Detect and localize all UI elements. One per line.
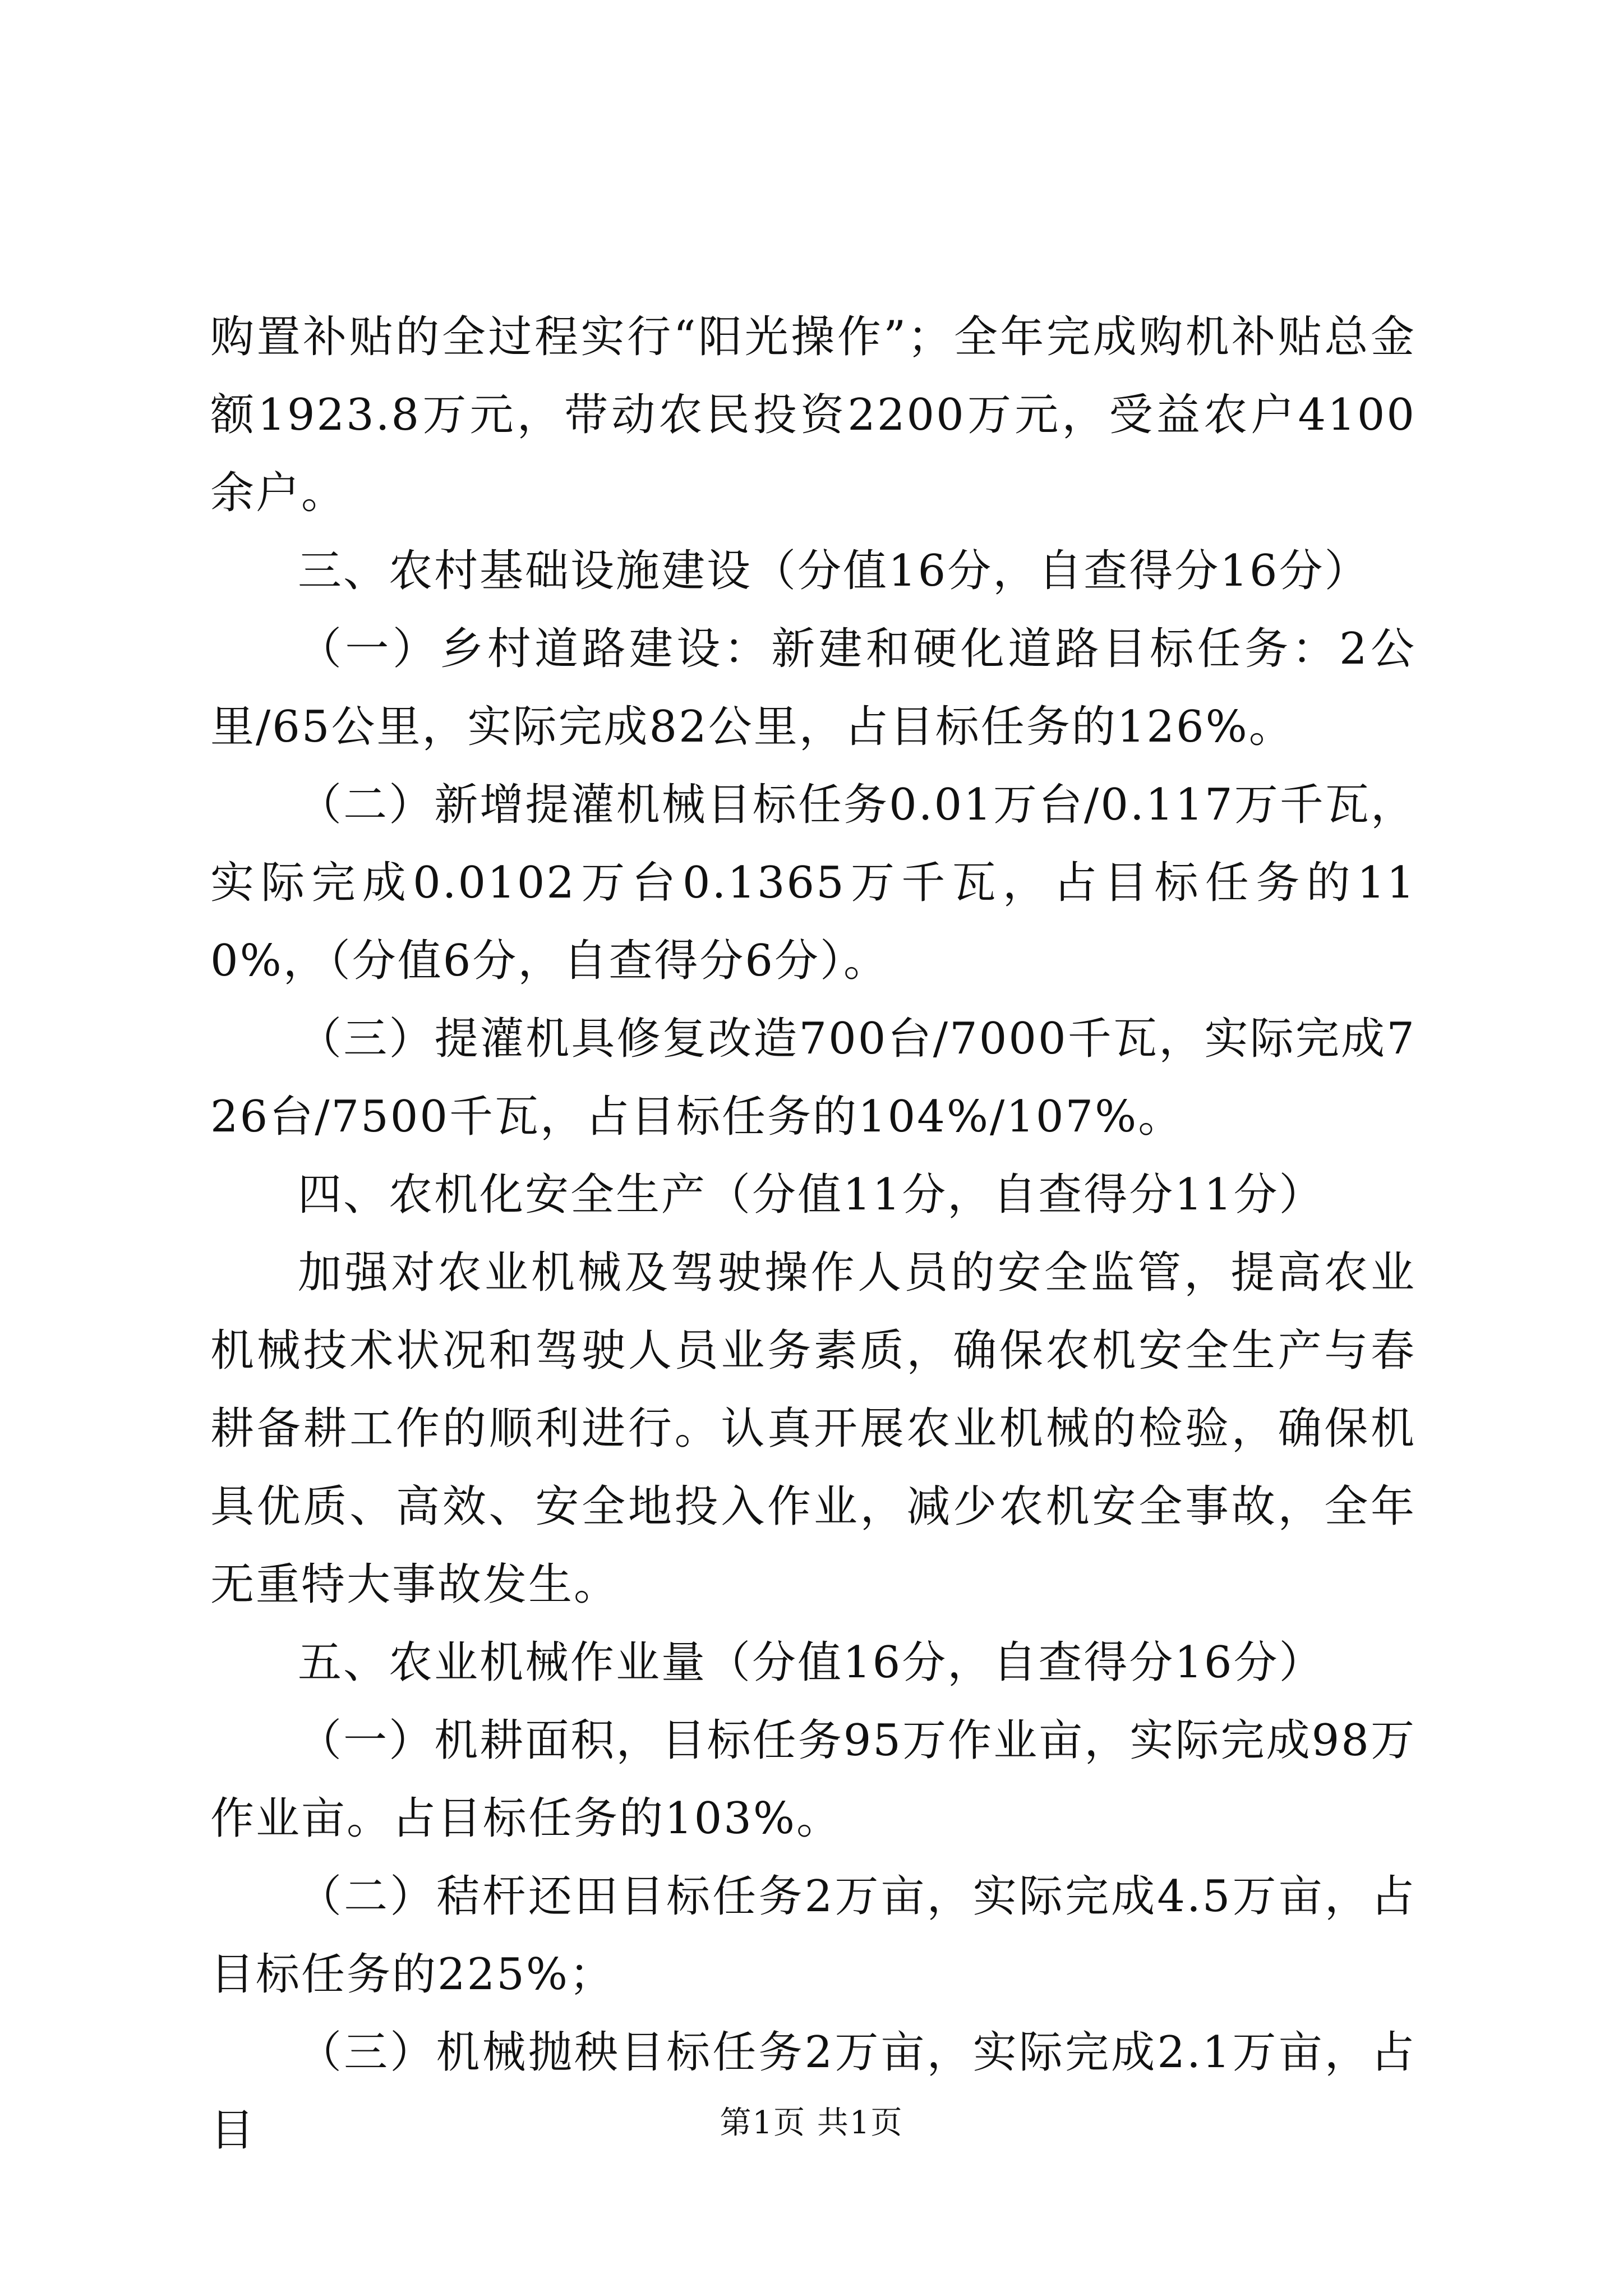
paragraph-subsidy-summary: 购置补贴的全过程实行“阳光操作”；全年完成购机补贴总金额1923.8万元，带动农民投资2200万元，受益农户4100余户。: [210, 312, 1416, 518]
paragraph-seedling-throwing: （三）机械抛秧目标任务2万亩，实际完成2.1万亩，占目: [210, 2027, 1416, 2156]
document-body: [210, 298, 1416, 2170]
paragraph-equipment-repair: （三）提灌机具修复改造700台/7000千瓦，实际完成726台/7500千瓦，占目标任务的104%/107%。: [210, 1014, 1416, 1142]
paragraph-road-construction: （一）乡村道路建设：新建和硬化道路目标任务：2公里/65公里，实际完成82公里，占目标任务的126%。: [210, 624, 1416, 752]
paragraph-irrigation-machinery: （二）新增提灌机械目标任务0.01万台/0.117万千瓦，实际完成0.0102万台0.1365万千瓦，占目标任务的110%，（分值6分，自查得分6分）。: [210, 780, 1416, 986]
section-heading-workload: 五、农业机械作业量（分值16分，自查得分16分）: [298, 1637, 1325, 1688]
section-heading-safety: 四、农机化安全生产（分值11分，自查得分11分）: [298, 1170, 1325, 1220]
paragraph-machine-tillage: （一）机耕面积，目标任务95万作业亩，实际完成98万作业亩。占目标任务的103%。: [210, 1715, 1416, 1844]
paragraph-safety-details: 加强对农业机械及驾驶操作人员的安全监管，提高农业机械技术状况和驾驶人员业务素质，确保农机安全生产与春耕备耕工作的顺利进行。认真开展农业机械的检验，确保机具优质、高效、安全地投入作业，减少农机安全事故，全年无重特大事故发生。: [210, 1248, 1416, 1610]
page-footer: 第1页 共1页: [720, 2105, 903, 2141]
paragraph-straw-return: （二）秸杆还田目标任务2万亩，实际完成4.5万亩，占目标任务的225%；: [210, 1871, 1416, 2000]
section-heading-infrastructure: 三、农村基础设施建设（分值16分，自查得分16分）: [298, 546, 1370, 596]
